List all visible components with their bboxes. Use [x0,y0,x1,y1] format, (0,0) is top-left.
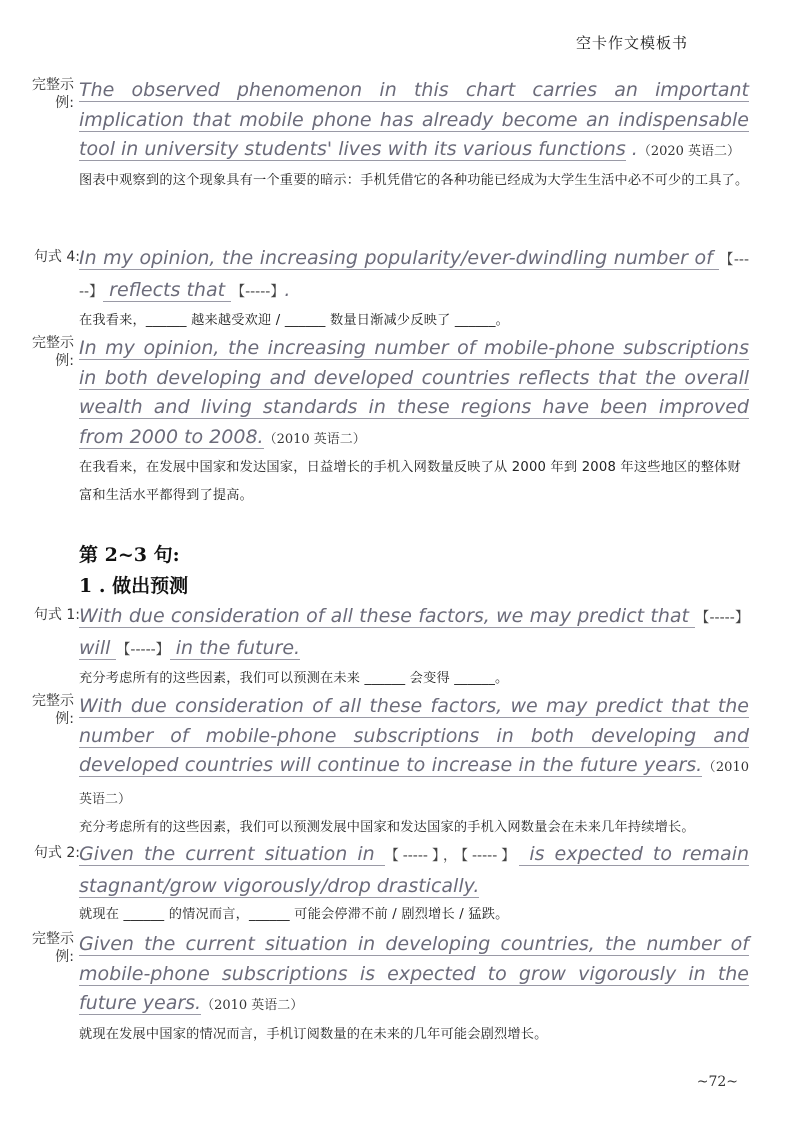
example-label: 完整示例: [32,931,74,965]
english-sentence: Given the current situation in developing countries, the number of mobile-phone subscriptions is expected to grow vigorously in the future years.（2010 英语二） [79,933,749,1014]
pattern-label: 句式 2: [33,845,80,861]
blank-bracket: 【-----】 [384,848,443,864]
english-pattern: With due consideration of all these factors, we may predict that 【-----】 will 【-----】 in the future. [79,605,749,659]
section-subheading: 1 . 做出预测 [79,575,189,597]
english-sentence: With due consideration of all these factors, we may predict that the number of mobile-phone subscriptions in both developing and developed countries will continue to increase in the future years.（2010 英语二） [79,695,750,807]
chinese-translation: 在我看来，在发展中国家和发达国家，日益增长的手机入网数量反映了从 2000 年到 2008 年这些地区的整体财富和生活水平都得到了提高。 [79,460,741,503]
chinese-translation: 在我看来，______ 越来越受欢迎 / ______ 数量日渐减少反映了 ______。 [79,313,510,328]
chinese-translation: 就现在发展中国家的情况而言，手机订阅数量的在未来的几年可能会剧烈增长。 [79,1026,548,1042]
chinese-translation: 充分考虑所有的这些因素，我们可以预测在未来 ______ 会变得 ______。 [79,671,509,686]
section-heading: 第 2~3 句: [79,544,180,566]
pattern-content [79,602,749,693]
chinese-translation: 就现在 ______ 的情况而言，______ 可能会停滞不前 / 剧烈增长 / 猛跌。 [79,907,509,922]
example-label: 完整示例: [32,335,74,369]
example-content [79,76,749,195]
english-sentence: In my opinion, the increasing number of mobile-phone subscriptions in both developing and developed countries reflects that the overall wealth and living standards in these regions have been improved from 2000 to 2008.（2010 英语二） [79,337,749,448]
english-pattern: In my opinion, the increasing popularity/ever-dwindling number of 【-----】 reflects that 【-----】. [79,247,749,301]
pattern-label: 句式 1: [33,607,80,623]
example-content [79,692,749,842]
blank-bracket: 【-----】 [79,252,749,300]
chinese-translation: 充分考虑所有的这些因素，我们可以预测发展中国家和发达国家的手机入网数量会在未来几年持续增长。 [79,820,695,835]
source-tag: （2010 英语二） [201,998,304,1013]
chinese-translation: 图表中观察到的这个现象具有一个重要的暗示：手机凭借它的各种功能已经成为大学生生活中必不可少的工具了。 [79,172,749,188]
pattern-content [79,840,749,929]
blank-bracket: 【-----】 [116,641,170,658]
example-label: 完整示例: [32,77,74,111]
pattern-label: 句式 4: [33,249,80,265]
page-number: ~72~ [696,1074,738,1090]
source-tag: （2020 英语二） [637,144,741,159]
pattern-content [79,244,749,335]
english-sentence: The observed phenomenon in this chart carries an important implication that mobile phone has already become an indispensable tool in university students' lives with its various functions .（2020 英语二） [79,79,749,160]
header-title: 空卡作文模板书 [575,34,688,52]
source-tag: （2010 英语二） [79,760,750,807]
blank-bracket: 【-----】 [461,848,520,864]
blank-bracket: 【-----】 [231,283,285,300]
english-pattern: Given the current situation in 【-----】，【-----】 is expected to remain stagnant/grow vigorously/drop drastically. [79,843,750,897]
example-content [79,930,749,1049]
source-tag: （2010 英语二） [263,431,366,447]
blank-bracket: 【-----】 [695,610,749,626]
example-label: 完整示例: [32,693,74,727]
example-content [79,334,749,510]
